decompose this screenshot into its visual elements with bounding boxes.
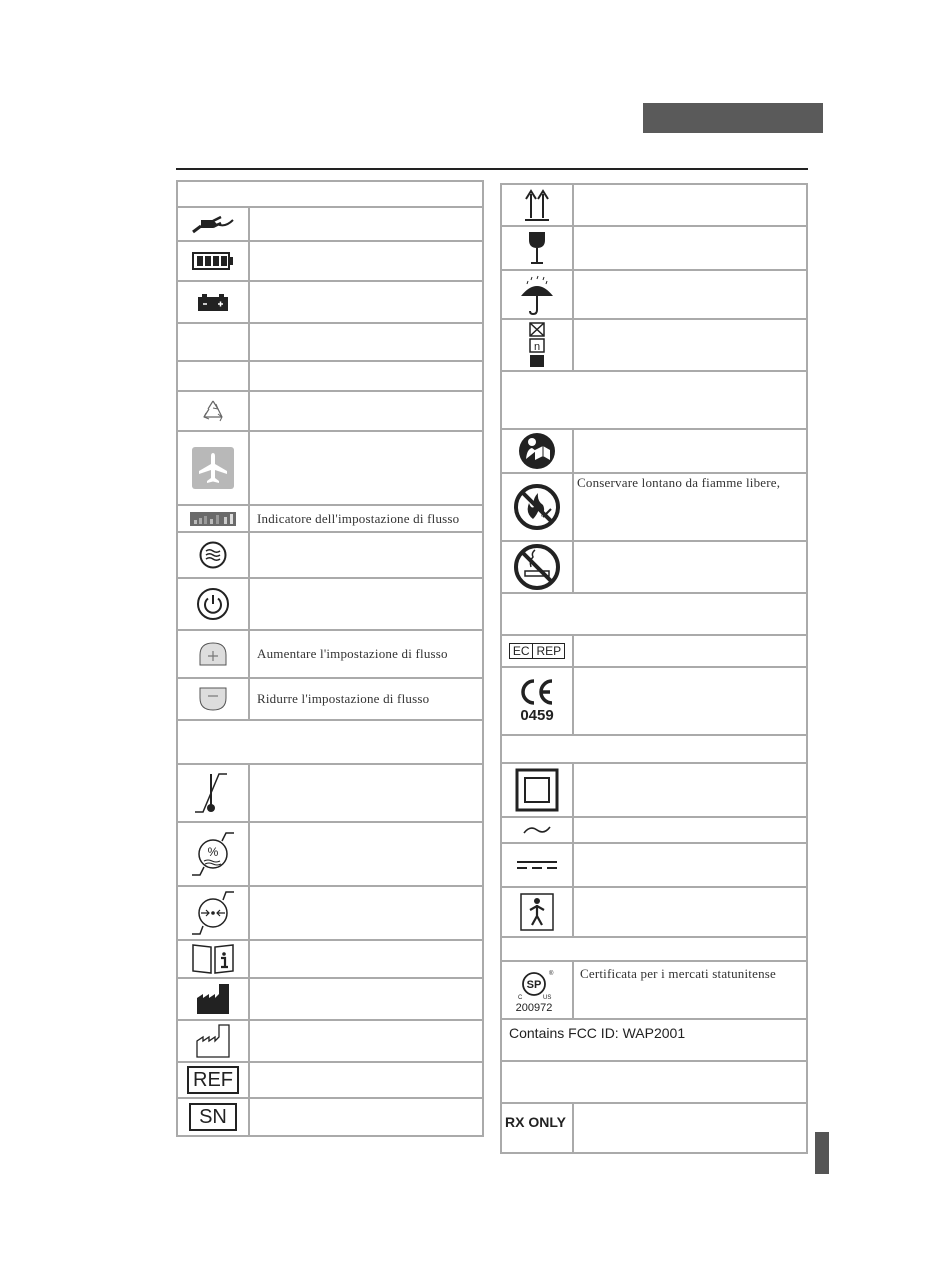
flow-indicator-icon (178, 506, 248, 531)
minus-button-icon (178, 679, 248, 719)
ce-mark-icon (502, 668, 572, 734)
csa-certificate-number: 200972 (515, 1002, 553, 1014)
table-row (500, 886, 808, 938)
table-row (500, 666, 808, 736)
table-row (176, 763, 484, 823)
fcc-id-text: Contains FCC ID: WAP2001 (509, 1025, 686, 1041)
table-row (500, 318, 808, 372)
table-row (176, 1097, 484, 1137)
table-row (176, 1061, 484, 1099)
manufacturer-icon (178, 979, 248, 1019)
table-row (500, 762, 808, 818)
pressure-limit-icon (178, 887, 248, 939)
table-row (176, 821, 484, 887)
csa-us-label: US (543, 995, 552, 1001)
csa-c-label: C (518, 995, 523, 1001)
page-edge-tab (815, 1132, 829, 1174)
table-row (500, 540, 808, 594)
stacking-n-label: n (533, 341, 541, 353)
table-row (176, 430, 484, 506)
svg-text:®: ® (549, 971, 554, 977)
table-row (500, 960, 808, 1020)
flow-indicator-label: Indicatore dell'impostazione di flusso (257, 511, 460, 526)
right-section-header-4 (500, 936, 808, 962)
left-section-header-2 (176, 719, 484, 765)
table-row (176, 322, 484, 362)
table-row (176, 504, 484, 533)
right-section-header-2 (500, 592, 808, 636)
table-row (500, 269, 808, 320)
type-bf-applied-part-icon (502, 888, 572, 936)
table-row (500, 1018, 808, 1062)
read-manual-icon (502, 430, 572, 472)
battery-full-icon (178, 242, 248, 280)
stacking-limit-icon (502, 320, 572, 370)
fragile-icon (502, 227, 572, 269)
table-row (176, 280, 484, 324)
ec-rep-icon (502, 636, 572, 666)
right-section-header-5 (500, 1060, 808, 1104)
table-row (500, 842, 808, 888)
pulse-mode-icon (178, 533, 248, 577)
table-row (500, 816, 808, 844)
table-row (176, 531, 484, 579)
increase-flow-label: Aumentare l'impostazione di flusso (257, 646, 448, 661)
alternating-current-icon (502, 818, 572, 842)
decrease-flow-label: Ridurre l'impostazione di flusso (257, 691, 430, 706)
table-row (176, 240, 484, 282)
table-row (500, 1102, 808, 1154)
left-section-header-1 (176, 180, 484, 208)
table-row (500, 472, 808, 542)
table-row (176, 1019, 484, 1063)
direct-current-icon (502, 844, 572, 886)
csa-certification-text: Certificata per i mercati statunitense (580, 966, 777, 981)
header-tab-bar (643, 103, 823, 133)
table-row (176, 206, 484, 242)
right-section-header-1 (500, 370, 808, 430)
table-row (176, 629, 484, 679)
table-row (500, 634, 808, 668)
airplane-mode-icon (178, 432, 248, 504)
class-ii-icon (502, 764, 572, 816)
svg-text:%: % (207, 845, 219, 859)
table-row (176, 390, 484, 432)
table-row (176, 677, 484, 721)
power-icon (178, 579, 248, 629)
ref-icon (178, 1063, 248, 1097)
recycle-icon (178, 392, 248, 430)
csa-mark-icon (502, 962, 572, 1018)
no-smoking-icon (502, 542, 572, 592)
humidity-limit-icon (178, 823, 248, 885)
right-section-header-3 (500, 734, 808, 764)
table-row (176, 977, 484, 1021)
svg-text:SP: SP (526, 979, 542, 991)
rx-only-text: RX ONLY (505, 1114, 566, 1130)
temperature-limit-icon (178, 765, 248, 821)
dc-battery-icon (178, 282, 248, 322)
plus-button-icon (178, 631, 248, 677)
table-row (500, 183, 808, 227)
ec-label: EC (510, 644, 534, 658)
sn-symbol-text: SN (189, 1103, 237, 1131)
consult-instructions-icon (178, 941, 248, 977)
table-row (176, 939, 484, 979)
ce-notified-body-number: 0459 (520, 707, 554, 724)
ac-plug-icon (178, 208, 248, 240)
no-open-flames-icon (502, 474, 572, 540)
table-row (500, 428, 808, 474)
table-row (176, 885, 484, 941)
serial-number-icon (178, 1099, 248, 1135)
date-of-manufacture-icon (178, 1021, 248, 1061)
table-row (500, 225, 808, 271)
header-rule (176, 168, 808, 170)
ref-symbol-text: REF (187, 1066, 239, 1094)
table-row (176, 577, 484, 631)
table-row (176, 360, 484, 392)
this-way-up-icon (502, 185, 572, 225)
flames-warning-text: Conservare lontano da fiamme libere, (577, 475, 781, 490)
keep-dry-icon (502, 271, 572, 318)
rep-label: REP (536, 644, 562, 658)
